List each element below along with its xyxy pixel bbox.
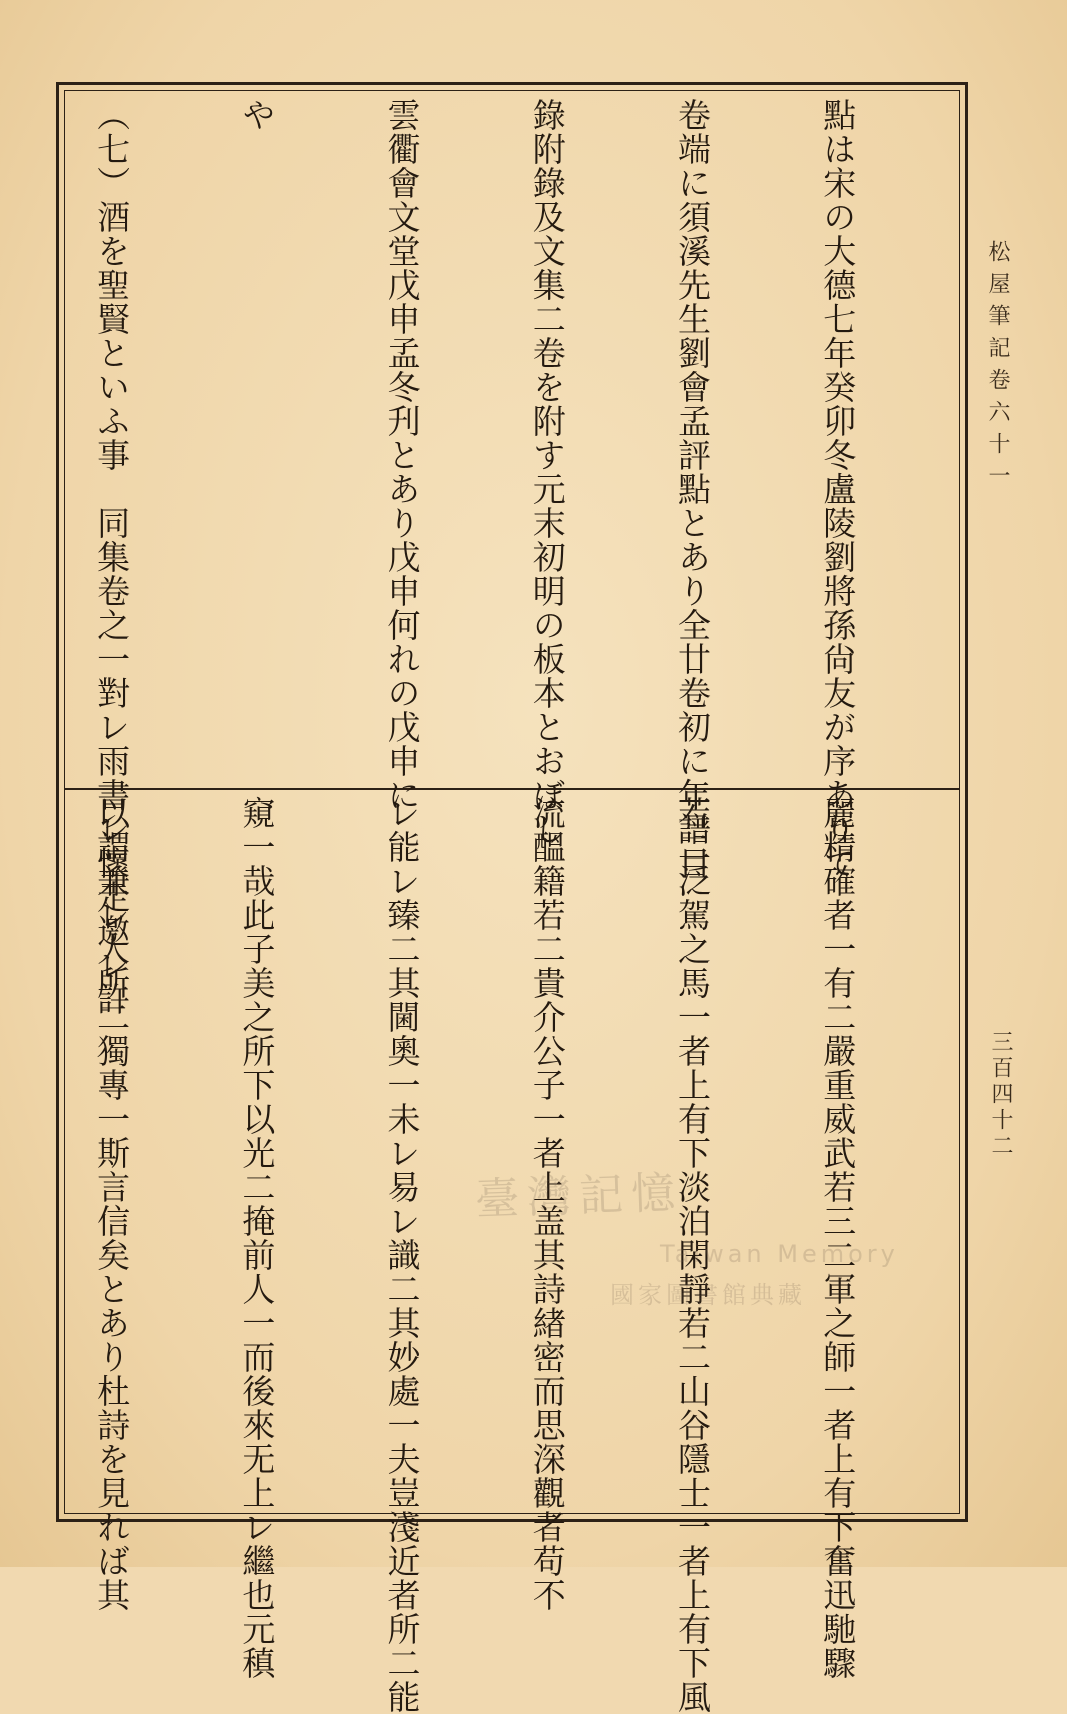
text-column: 錄附錄及文集二卷を附す元末初明の板本とおぼし xyxy=(527,98,567,846)
page-number: 三百四十二 xyxy=(988,1030,1013,1160)
text-column: 以謂兼レ人所二獨專一斯言信矣とあり杜詩を見れば其 xyxy=(92,796,132,1612)
library-watermark-caption: Taiwan Memory xyxy=(660,1240,899,1268)
text-column: レ能レ臻二其閫奧一未レ易レ識二其妙處一夫豈淺近者所二能 xyxy=(382,796,422,1714)
text-column: 若二泛駕之馬一者上有下淡泊閑靜若二山谷隱士一者上有下風 xyxy=(672,796,712,1714)
running-head: 松屋筆記卷六十一 xyxy=(985,240,1010,496)
text-column: 麗精確者一有二嚴重威武若三二軍之師一者上有下奮迅馳驟 xyxy=(818,796,858,1680)
text-column-section-heading: （七）酒を聖賢といふ事 同集卷之一對レ雨書レ懷走邀レ許 xyxy=(92,98,132,1016)
text-column: や xyxy=(237,98,277,132)
library-watermark-institution: 國家圖書館典藏 xyxy=(610,1281,806,1309)
upper-text-block xyxy=(82,98,958,1016)
text-column: 流醞籍若二貴介公子一者上盖其詩緖密而思深觀者苟不 xyxy=(527,796,567,1612)
text-column: 卷端に須溪先生劉會孟評點とあり全廿卷初に年譜目 xyxy=(672,98,712,880)
text-column: 點は宋の大德七年癸卯冬盧陵劉將孫尙友が序ありて xyxy=(818,98,858,880)
text-column: 窺一哉此子美之所下以光二掩前人一而後來无上レ繼也元稹 xyxy=(237,796,277,1680)
lower-text-block xyxy=(82,796,958,1714)
library-watermark: 臺灣記憶 xyxy=(474,1167,684,1226)
text-column: 雲衢會文堂戊申孟冬刋とあり戊申何れの戊申に xyxy=(382,98,422,812)
